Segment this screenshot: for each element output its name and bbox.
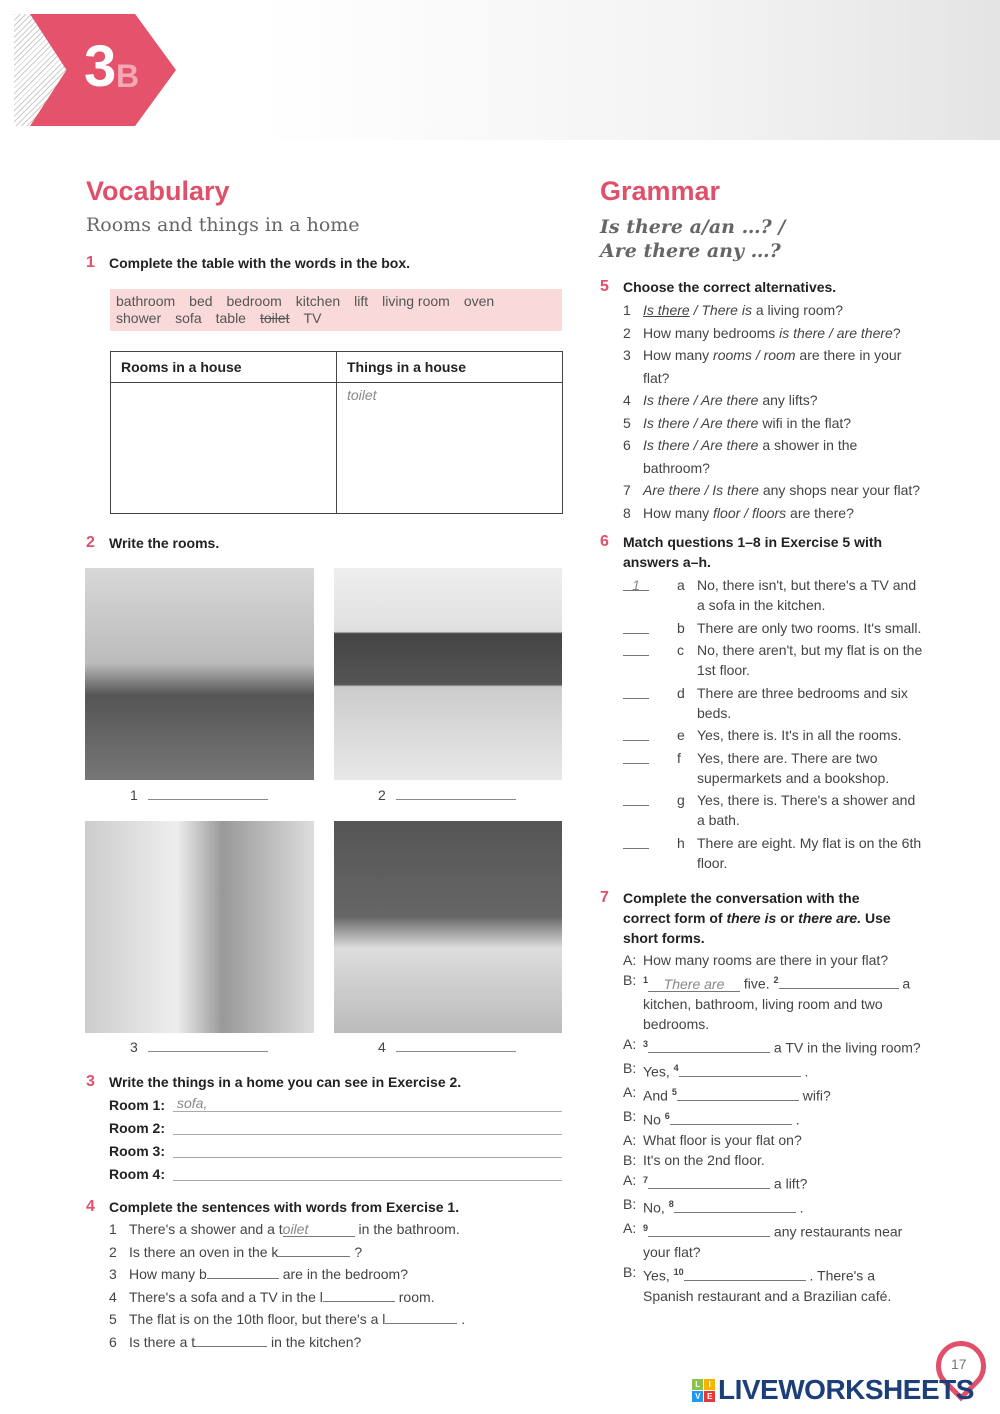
speaker: A: [623,1131,637,1148]
speaker: A: [623,952,637,968]
item-text: The flat is on the 10th floor, but there's a l [129,1311,386,1327]
answer-line[interactable] [148,799,268,800]
gap-number: 4 [673,1063,679,1074]
line-text: It's on the 2nd floor. [643,1152,765,1169]
separator: / [740,504,752,521]
speaker: B: [623,1060,637,1077]
room-label: Room 3: [109,1143,165,1159]
alternative-b[interactable]: Are there [700,437,759,453]
answer-blank[interactable] [623,833,649,849]
answer-line[interactable] [396,799,516,800]
separator: / [689,302,702,318]
list-item [623,833,923,873]
room-answer-line[interactable] [173,1163,562,1181]
answer-line[interactable] [148,1051,268,1052]
answer-blank[interactable] [677,1086,799,1101]
answer-blank[interactable] [648,1038,770,1053]
item-text: How many [643,347,714,363]
line-text: No, [643,1199,669,1216]
dialogue-line [623,1058,923,1082]
answer-blank[interactable]: 1 [623,575,649,591]
answer-letter: f [677,749,681,766]
vocab-table [110,351,563,514]
speaker: A: [623,1084,637,1101]
item-text: ? [892,324,901,341]
liveworksheets-logo: L I V E LIVEWORKSHEETS [692,1374,974,1406]
list-item [623,344,923,389]
speaker: A: [623,1220,637,1237]
alternative-b[interactable]: There is [701,302,752,318]
answer-blank[interactable] [207,1264,279,1279]
answer-text: Yes, there is. There's a shower and a bath. [697,792,916,828]
alternative-a[interactable]: is there [779,324,826,341]
item-text: any lifts? [758,392,818,408]
ex7-list [623,950,923,1306]
item-number: 2 [109,1243,117,1260]
alternative-a[interactable]: Is there [643,392,690,408]
answer-line[interactable] [396,1051,516,1052]
alternative-b[interactable]: Are there [700,392,759,408]
ex6-instruction: 6 Match questions 1–8 in Exercise 5 with answers a–h. [600,533,883,570]
line-text: And [643,1087,672,1104]
item-text: There's a sofa and a TV in the l [129,1288,323,1305]
dialogue-line [623,1106,923,1130]
photo-bathroom [85,821,314,1033]
item-text: room. [394,1288,435,1305]
item-text: ? [350,1243,363,1260]
item-number: 6 [109,1333,117,1350]
list-item [109,1331,569,1354]
item-number: 4 [109,1288,117,1305]
gap-number: 6 [664,1111,670,1122]
caption-1[interactable]: 1 [130,787,268,803]
logo-tile: I [704,1379,715,1390]
ex6-list [623,575,923,875]
answer-letter: d [677,684,685,701]
answer-text: There are only two rooms. It's small. [697,619,922,636]
item-text: are there in your flat? [643,347,902,386]
alternative-b[interactable]: floors [751,504,787,521]
answer-letter: g [677,792,685,808]
separator: / [751,347,764,363]
list-item [623,389,923,412]
list-item [623,434,923,479]
answer-blank[interactable]: oilet [283,1222,355,1237]
gap-number: 8 [668,1199,674,1210]
speaker: B: [623,1196,637,1213]
alternative-a[interactable]: Is there [643,302,690,318]
item-text: are there? [786,504,854,521]
photo-kitchen [334,568,562,780]
dialogue-line [623,1034,923,1058]
ex4-list [109,1218,569,1353]
box-word: bathroom [116,293,176,309]
speaker: B: [623,1152,637,1169]
answer-text: There are eight. My flat is on the 6th floor. [697,834,922,871]
ex3-rows [109,1094,562,1186]
gap-number: 1 [643,975,649,986]
ex2-instruction: 2 Write the rooms. [86,534,220,551]
list-item [109,1286,569,1309]
ex3-instruction: 3 Write the things in a home you can see in Exercise 2. [86,1073,462,1090]
line-text: wifi? [798,1087,831,1104]
alternative-a[interactable]: floor [713,504,741,521]
item-text: There's a shower and a t [129,1221,283,1237]
item-number: 6 [623,437,631,453]
header-band [260,0,1000,140]
word-box [110,289,562,331]
item-number: 4 [623,392,631,408]
speaker: A: [623,1036,637,1053]
header-rooms: Rooms in a house [111,352,337,383]
dialogue-line [623,970,923,1034]
caption-3[interactable]: 3 [130,1039,268,1055]
unit-letter: B [116,58,140,94]
gap-number: 9 [643,1223,649,1234]
item-text: in the bathroom. [354,1221,460,1237]
line-text: a lift? [770,1175,808,1192]
speaker: B: [623,1108,637,1125]
item-number: 3 [623,347,631,363]
list-item [623,790,923,830]
line-text: . [795,1199,804,1216]
answer-letter: e [677,727,685,743]
room-label: Room 1: [109,1097,165,1113]
photo-bedroom [334,821,562,1033]
item-number: 1 [623,302,631,318]
logo-tile: E [704,1391,715,1402]
answer-blank[interactable] [385,1309,457,1324]
separator: / [689,392,701,408]
separator: / [689,414,701,431]
line-text: . [791,1111,800,1128]
photo-living-room [85,568,314,780]
gap-number: 7 [643,1175,649,1186]
room-row [109,1140,562,1163]
dialogue-line [623,1170,923,1194]
item-text: How many b [129,1266,207,1282]
box-word: oven [463,293,495,309]
answer-text: Yes, there are. There are two supermarkets and a bookshop. [697,749,890,786]
caption-2[interactable]: 2 [378,787,516,803]
ex5-list [623,299,923,524]
box-word: toilet [259,310,290,326]
vocabulary-subtitle: Rooms and things in a home [86,214,360,236]
line-text: . There's a Spanish restaurant and a Brazilian café. [643,1267,892,1304]
item-number: 5 [623,414,631,431]
item-text: a shower in the bathroom? [643,437,858,476]
list-item [623,683,923,723]
line-text: How many rooms are there in your flat? [643,952,889,968]
list-item [623,640,923,680]
vocabulary-title: Vocabulary [86,176,230,206]
room-answer-line[interactable]: sofa, [173,1094,562,1112]
list-item [623,479,923,502]
answer-blank[interactable]: There are [648,977,740,992]
list-item [109,1241,569,1264]
dialogue-line [623,1262,923,1306]
answer-blank[interactable] [195,1332,267,1347]
answer-blank[interactable] [679,1062,801,1077]
logo-tile: V [692,1391,703,1402]
answer-blank[interactable] [670,1110,792,1125]
item-text: How many bedrooms [643,324,780,341]
item-text: are in the bedroom? [278,1266,409,1282]
item-number: 8 [623,504,631,521]
alternative-a[interactable]: Are there [643,482,701,498]
gap-number: 2 [773,975,779,986]
answer-letter: c [677,642,684,658]
list-item [623,618,923,638]
answer-text: No, there aren't, but my flat is on the 1st floor. [697,642,923,678]
line-text: a kitchen, bathroom, living room and two bedrooms. [643,975,911,1033]
list-item [623,748,923,788]
item-number: 1 [109,1221,117,1237]
room-answer-line[interactable] [173,1140,562,1158]
box-word: kitchen [295,293,341,309]
item-number: 2 [623,324,631,341]
room-label: Room 2: [109,1120,165,1136]
line-text: five. [740,975,774,992]
dialogue-line [623,1130,923,1150]
gap-number: 10 [673,1267,684,1278]
box-word: bedroom [226,293,282,309]
list-item [623,322,923,345]
box-word: TV [303,310,322,326]
answer-text: There are three bedrooms and six beds. [697,684,908,721]
speaker: B: [623,972,637,989]
list-item [623,575,923,615]
header-things: Things in a house [337,352,563,383]
separator: / [700,482,713,498]
unit-number: 3 [84,34,115,99]
page-number: 17 [951,1356,967,1372]
speaker: B: [623,1264,637,1281]
item-text: in the kitchen? [267,1333,362,1350]
list-item [623,725,923,745]
item-text: any shops near your flat? [758,482,921,498]
list-item [109,1263,569,1286]
list-item [109,1308,569,1331]
line-text: a TV in the living room? [770,1040,921,1057]
dialogue-line [623,1082,923,1106]
alternative-b[interactable]: Are there [700,414,759,431]
answer-blank[interactable] [623,683,649,699]
line-text: Yes, [643,1267,674,1284]
alternative-b[interactable]: Is there [712,482,759,498]
line-text: Yes, [643,1063,674,1080]
box-word: lift [354,293,369,309]
box-word: shower [116,310,162,326]
alternative-a[interactable]: Is there [643,414,690,431]
dialogue-line [623,950,923,970]
ex5-instruction: 5 Choose the correct alternatives. [600,278,837,295]
item-text: . [457,1311,466,1327]
ex4-instruction: 4 Complete the sentences with words from Exercise 1. [86,1198,460,1215]
grammar-title: Grammar [600,176,721,206]
item-number: 3 [109,1266,117,1282]
list-item [623,299,923,322]
box-word: table [215,310,246,326]
item-text: How many [643,504,714,521]
box-word: sofa [175,310,202,326]
logo-tile: L [692,1379,703,1390]
answer-blank[interactable] [623,725,649,741]
box-word: bed [189,293,213,309]
separator: / [689,437,701,453]
alternative-b[interactable]: are there [836,324,893,341]
answer-letter: h [677,834,685,851]
item-text: wifi in the flat? [758,414,852,431]
item-text: Is there a t [129,1333,196,1350]
answer-blank[interactable] [674,1198,796,1213]
grammar-subtitle-2: Are there any …? [600,240,781,262]
answer-blank[interactable] [623,618,649,634]
item-text: a living room? [751,302,843,318]
speaker: A: [623,1172,637,1189]
line-text: any restaurants near your flat? [643,1223,903,1260]
alternative-b[interactable]: room [763,347,796,363]
item-number: 5 [109,1311,117,1327]
separator: / [825,324,837,341]
logo-tiles [692,1379,715,1402]
room-row [109,1117,562,1140]
answer-letter: a [677,577,685,593]
dialogue-line [623,1150,923,1170]
answer-blank[interactable] [278,1242,350,1257]
answer-blank[interactable] [323,1287,395,1302]
room-row [109,1094,562,1117]
line-text: . [800,1063,809,1080]
caption-4[interactable]: 4 [378,1039,516,1055]
answer-letter: b [677,619,685,636]
answer-text: No, there isn't, but there's a TV and a sofa in the kitchen. [697,577,917,613]
rooms-cell[interactable] [111,383,337,514]
room-label: Room 4: [109,1166,165,1182]
list-item [109,1218,569,1241]
item-number: 7 [623,482,631,498]
room-row [109,1163,562,1186]
answer-blank[interactable] [623,640,649,656]
answer-blank[interactable] [684,1266,806,1281]
gap-number: 3 [643,1039,649,1050]
answer-blank[interactable] [779,974,899,989]
things-cell[interactable]: toilet [337,383,563,514]
grammar-subtitle-1: Is there a/an …? / [600,216,786,238]
box-word: living room [382,293,450,309]
answer-blank[interactable] [623,790,649,806]
item-text: Is there an oven in the k [129,1243,279,1260]
room-answer-line[interactable] [173,1117,562,1135]
ex7-instruction: 7 Complete the conversation with the correct form of there is or there are. Use short forms. [600,889,891,946]
list-item [623,412,923,435]
answer-blank[interactable] [648,1174,770,1189]
line-text: What floor is your flat on? [643,1131,802,1148]
answer-text: Yes, there is. It's in all the rooms. [697,727,902,743]
ex1-instruction: 1 Complete the table with the words in the box. [86,254,411,271]
answer-blank[interactable] [648,1222,770,1237]
answer-blank[interactable] [623,748,649,764]
alternative-a[interactable]: Is there [643,437,690,453]
dialogue-line [623,1194,923,1218]
gap-number: 5 [671,1087,677,1098]
dialogue-line [623,1218,923,1262]
line-text: No [643,1111,665,1128]
alternative-a[interactable]: rooms [713,347,752,363]
list-item [623,502,923,525]
